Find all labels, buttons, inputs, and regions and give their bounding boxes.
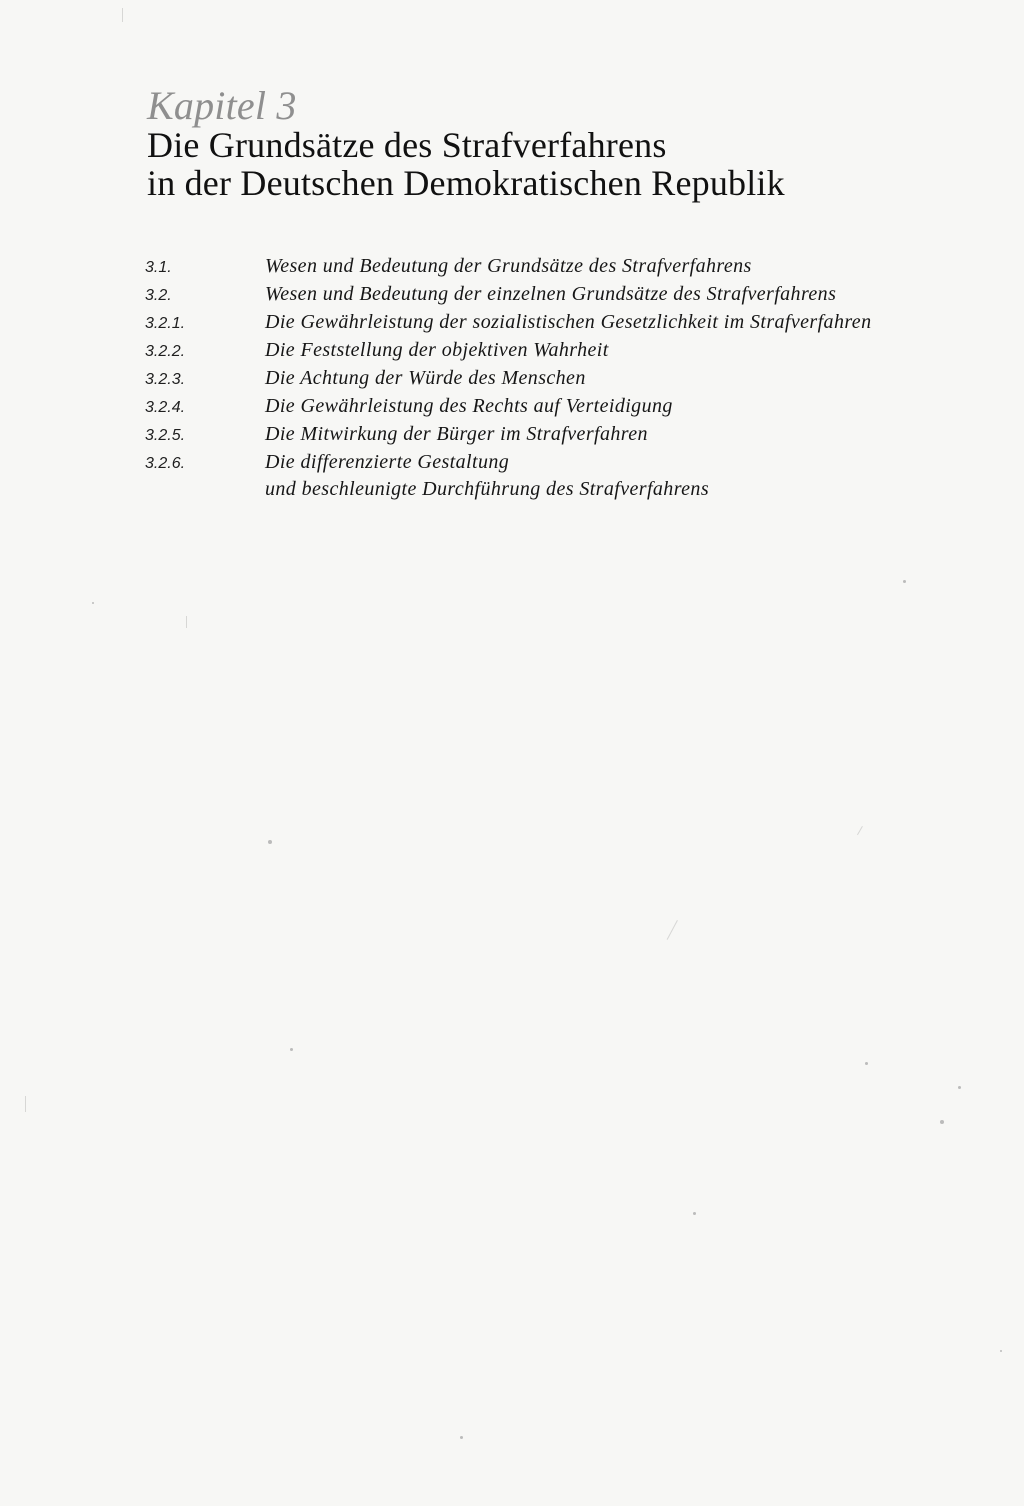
paper-speck: [460, 1436, 463, 1439]
toc-entry-text: [265, 309, 975, 336]
paper-scratch: [667, 920, 678, 940]
toc-entry-line: und beschleunigte Durchführung des Strafverfahrens: [265, 478, 710, 500]
toc-entry-3-2-2: [145, 337, 975, 365]
paper-speck: [865, 1062, 868, 1065]
paper-speck: [290, 1048, 293, 1051]
paper-scratch: [25, 1096, 26, 1112]
toc-entry-text: [265, 281, 975, 308]
toc-entry-number: 3.2.5.: [145, 427, 186, 444]
toc-entry-text: [265, 393, 975, 420]
toc-entry-line: Die Mitwirkung der Bürger im Strafverfahren: [265, 423, 648, 445]
toc-entry-3-2-5: [145, 421, 975, 449]
toc-entry-text: [265, 337, 975, 364]
toc-entry-line: Die differenzierte Gestaltung: [265, 451, 510, 473]
toc-entry-number: 3.2.3.: [145, 371, 186, 388]
toc-entry-number: 3.2.: [145, 287, 172, 304]
toc-entry-number: 3.2.6.: [145, 455, 186, 472]
toc-entry-line: Die Gewährleistung des Rechts auf Verteidigung: [265, 395, 673, 417]
toc-entry-number: 3.2.4.: [145, 399, 186, 416]
table-of-contents: [145, 253, 975, 503]
toc-entry-text: [265, 449, 975, 503]
toc-entry-text: [265, 421, 975, 448]
paper-speck: [903, 580, 906, 583]
toc-entry-text: [265, 253, 975, 280]
toc-entry-line: Wesen und Bedeutung der Grundsätze des Strafverfahrens: [265, 255, 752, 277]
toc-entry-3-2: [145, 281, 975, 309]
toc-entry-line: Wesen und Bedeutung der einzelnen Grundsätze des Strafverfahrens: [265, 283, 837, 305]
paper-speck: [268, 840, 272, 844]
toc-entry-text: [265, 365, 975, 392]
paper-scratch: [186, 616, 187, 628]
toc-entry-line: Die Achtung der Würde des Menschen: [265, 367, 586, 389]
paper-speck: [958, 1086, 961, 1089]
chapter-title-line-1: Die Grundsätze des Strafverfahrens: [147, 125, 667, 165]
paper-scratch: [122, 8, 123, 22]
chapter-title-line-2: in der Deutschen Demokratischen Republik: [147, 163, 785, 203]
toc-entry-3-1: [145, 253, 975, 281]
paper-scratch: [857, 826, 863, 835]
chapter-label: Kapitel 3: [147, 83, 297, 128]
chapter-title: [147, 126, 785, 202]
toc-entry-number: 3.2.2.: [145, 343, 186, 360]
paper-speck: [1000, 1350, 1002, 1352]
paper-speck: [940, 1120, 944, 1124]
toc-entry-3-2-3: [145, 365, 975, 393]
toc-entry-3-2-6: [145, 449, 975, 503]
toc-entry-number: 3.1.: [145, 259, 172, 276]
toc-entry-number: 3.2.1.: [145, 315, 186, 332]
paper-speck: [693, 1212, 696, 1215]
toc-entry-3-2-1: [145, 309, 975, 337]
toc-entry-line: Die Feststellung der objektiven Wahrheit: [265, 339, 609, 361]
paper-speck: [92, 602, 94, 604]
toc-entry-3-2-4: [145, 393, 975, 421]
toc-entry-line: Die Gewährleistung der sozialistischen Gesetzlichkeit im Strafverfahren: [265, 311, 872, 333]
